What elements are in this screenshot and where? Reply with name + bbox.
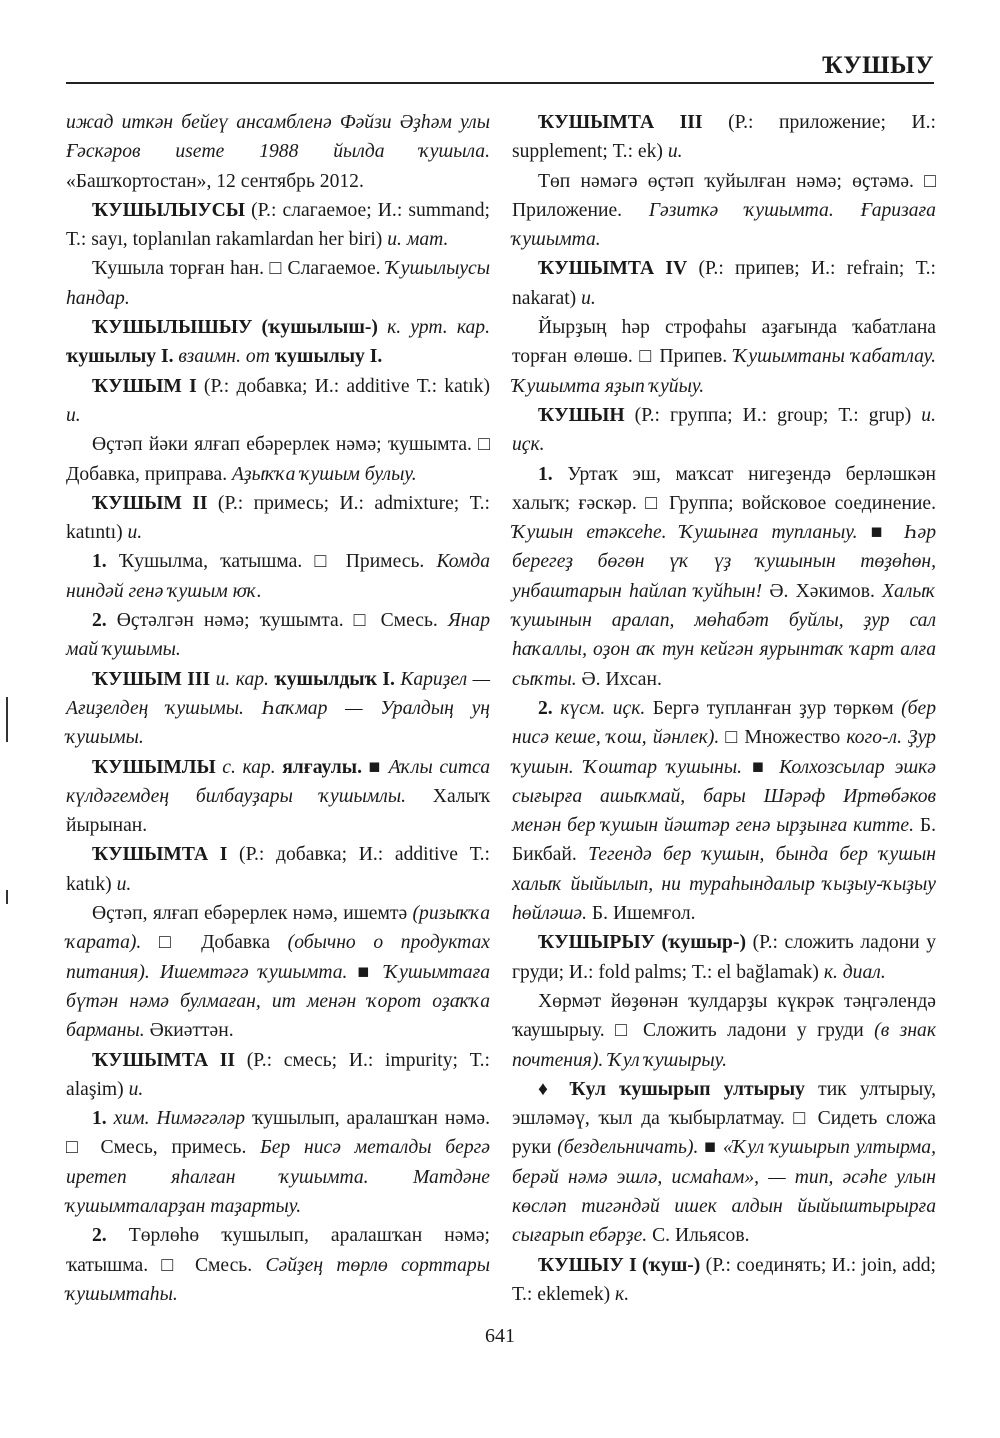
dictionary-entry: [66, 1221, 490, 1309]
entry-text: и. кар.: [210, 668, 275, 690]
entry-text: (бер нисә кеше, ҡош, йәнлек).: [512, 697, 937, 749]
headword: ҠУШЫМ I: [92, 375, 197, 397]
left-column: [66, 108, 490, 1309]
entry-text: Комда ниндәй генә ҡушым юҡ.: [66, 551, 491, 602]
entry-text: күсм. иҫк.: [560, 697, 653, 719]
headword: ҠУШЫН: [538, 404, 625, 426]
headword: ҠУШЫМТА III: [538, 112, 703, 133]
entry-text: 2.: [92, 610, 117, 632]
entry-text: Колхозсылар эшкә сығырға ашыҡмай, бары Шәрәф Иртөбәков менән бер ҡушын йәштәр генә ырҙынға китте.: [512, 756, 937, 837]
entry-text: Уртаҡ эш, маҡсат нигеҙендә берләшкән халыҡ; ғәскәр. □ Группа; войсковое соединение.: [512, 463, 936, 514]
entry-text: (в знак почтения). Ҡул ҡушырыу.: [512, 1020, 936, 1071]
headword: ҠУШЫЛЫШЫУ (ҡушылыш-): [92, 317, 378, 339]
entry-text: 2.: [538, 697, 561, 719]
headword: ҠУШЫМ II: [92, 492, 208, 514]
entry-text: (обычно о продуктах питания). Ишемтәгә ҡушымта.: [66, 932, 490, 983]
entry-text: Ҡушыла торған һан. □ Слагаемое.: [92, 258, 387, 280]
entry-text: и.: [128, 1078, 144, 1100]
entry-text: Ҡушылыусы һандар.: [66, 258, 490, 309]
dictionary-entry: [66, 547, 490, 606]
entry-text: (Р.: припев; И.: refrain; Т.: nakarat): [512, 258, 936, 309]
entry-text: Янар май ҡушымы.: [66, 610, 491, 661]
entry-text: Төп нәмәгә өҫтәп ҡуйылған нәмә; өҫтәмә. □ Приложение.: [512, 170, 936, 221]
entry-text: (Р.: добавка; И.: additive Т.: katık): [66, 844, 490, 895]
entry-text: (Р.: добавка; И.: additive Т.: katık): [196, 375, 490, 397]
entry-text: ҡушылдыҡ I.: [274, 668, 401, 690]
entry-text: ялғаулы.: [282, 756, 369, 778]
entry-text: ■: [704, 1137, 723, 1159]
entry-text: Өҫтәлгән нәмә; ҡушымта. □ Смесь.: [116, 610, 448, 632]
margin-mark: [6, 890, 8, 904]
dictionary-entry: [66, 899, 490, 1045]
headword: ҠУШЫЛЫУСЫ: [92, 199, 245, 221]
entry-text: тик ултырыу, эшләмәү, ҡыл да ҡыбырлатмау. □ Сидеть сложа руки: [512, 1078, 936, 1159]
entry-text: и. иҫк.: [512, 404, 936, 456]
entry-text: взаимн. от: [178, 346, 275, 368]
entry-text: Кариҙел — Ағиҙелдең ҡушымы. Һаҡмар — Уралдың уң ҡушымы.: [66, 668, 490, 749]
entry-text: Ә. Ихсан.: [581, 668, 662, 690]
entry-text: Халыҡ йырынан.: [66, 785, 490, 837]
dictionary-entry: [66, 753, 490, 841]
dictionary-entry: [66, 606, 490, 665]
page-number: 641: [485, 1325, 515, 1347]
entry-text: Төрлөһө ҡушылып, аралашҡан нәмә; ҡатышма. □ Смесь.: [66, 1225, 490, 1276]
entry-text: Хөрмәт йөҙөнән ҡулдарҙы күкрәк тәңгәлендә ҡаушырыу. □ Сложить ладони у груди: [512, 990, 936, 1042]
entry-text: 1.: [92, 551, 119, 573]
dictionary-entry: [512, 167, 936, 255]
entry-text: 2.: [92, 1225, 129, 1247]
running-head: ҠУШЫУ: [822, 52, 934, 79]
entry-text: и.: [667, 141, 683, 163]
entry-text: Өҫтәп йәки ялғап ебәрерлек нәмә; ҡушымта. □ Добавка, приправа.: [66, 434, 490, 485]
entry-text: Әкиәттән.: [149, 1020, 234, 1042]
headword: ҠУШЫМТА IV: [538, 258, 688, 280]
headword: ҠУШЫУ I (ҡуш-): [538, 1254, 701, 1276]
entry-text: □ Добавка: [158, 932, 288, 954]
entry-text: ■: [368, 756, 389, 778]
entry-text: (Р.: сложить ладони у груди; И.: fold palms; Т.: el bağlamak): [512, 932, 936, 983]
entry-text: С. Ильясов.: [652, 1225, 750, 1247]
entry-text: ■: [870, 522, 904, 544]
dictionary-entry: [66, 313, 490, 372]
dictionary-entry: [66, 489, 490, 548]
entry-text: Сәйҙең төрлө сорттары ҡушымтаһы.: [66, 1254, 490, 1305]
dictionary-entry: [512, 1075, 936, 1251]
entry-text: к. диал.: [823, 961, 886, 983]
entry-text: ♦: [538, 1078, 570, 1100]
dictionary-entry: [66, 665, 490, 753]
dictionary-entry: [512, 987, 936, 1075]
dictionary-entry: [66, 196, 490, 255]
entry-text: ижад иткән бейеү ансамбленә Фәйзи Әҙһәм улы Ғәскәров иseme 1988 йылда ҡушыла.: [66, 112, 490, 163]
entry-text: (Р.: соединять; И.: join, add; Т.: eklemek): [512, 1254, 936, 1305]
dictionary-entry: [512, 928, 936, 987]
entry-text: Ҡушымтаға бүтән нәмә булмаған, ит менән ҡорот оҙаҡҡа барманы.: [66, 961, 491, 1042]
entry-text: «Ҡул ҡушырып ултырма, берәй нәмә эшлә, исмаһам», — тип, әсәһе улын көсләп тигәндәй ишек алдын йыйыштырырға сығарып ебәрҙе.: [512, 1137, 936, 1247]
entry-text: ҡушылыу I.: [66, 346, 179, 368]
entry-text: Ҡушымтаны ҡабатлау. Ҡушымта яҙып ҡуйыу.: [512, 346, 937, 397]
entry-text: 1.: [92, 1108, 114, 1130]
margin-mark: [6, 697, 8, 742]
entry-text: ■: [357, 961, 385, 983]
header-rule: [66, 82, 934, 84]
entry-text: «Башҡортостан», 12 сентябрь 2012.: [66, 170, 364, 192]
dictionary-entry: [66, 372, 490, 431]
dictionary-entry: [512, 1251, 936, 1310]
entry-text: (бездельничать).: [557, 1137, 705, 1159]
entry-text: Бергә тупланған ҙур төркөм: [652, 697, 902, 719]
dictionary-entry: [66, 254, 490, 313]
entry-text: Бер нисә металды бергә иретеп яһалған ҡушымта. Матдәне ҡушымталарҙан таҙартыу.: [66, 1137, 490, 1217]
dictionary-entry: [66, 1104, 490, 1221]
entry-text: с. кар.: [215, 756, 283, 778]
dictionary-entry: [512, 694, 936, 928]
headword: ҠУШЫРЫУ (ҡушыр-): [538, 932, 747, 954]
dictionary-entry: [66, 430, 490, 489]
entry-text: Ҡул ҡушырып ултырыу: [569, 1078, 805, 1100]
entry-text: и.: [581, 287, 596, 309]
entry-text: Ҡушылма, ҡатышма. □ Примесь.: [118, 551, 437, 573]
entry-text: Аҡлы ситса күлдәгемдең билбауҙары ҡушымлы.: [66, 756, 490, 807]
headword: ҠУШЫМТА II: [92, 1049, 236, 1071]
headword: ҠУШЫМ III: [92, 668, 211, 690]
dictionary-entry: [66, 840, 490, 899]
entry-text: (Р.: группа; И.: group; Т.: grup): [624, 404, 922, 426]
dictionary-entry: [512, 108, 936, 167]
dictionary-entry: [66, 1046, 490, 1105]
entry-text: Йырҙың һәр строфаһы аҙағында ҡабатлана торған өлөшө. □ Припев.: [512, 317, 936, 368]
right-column: [512, 108, 936, 1309]
dictionary-entry: [512, 460, 936, 694]
entry-text: и. мат.: [387, 229, 449, 251]
entry-text: хим. Нимәгәләр: [113, 1108, 252, 1130]
entry-text: Ҡушын етәксеһе. Ҡушынға тупланыу.: [512, 522, 871, 544]
entry-text: Гәзиткә ҡушымта. Ғаризаға ҡушымта.: [512, 199, 936, 251]
dictionary-entry: [512, 313, 936, 401]
headword: ҠУШЫМЛЫ: [92, 756, 216, 778]
entry-text: (ризыҡҡа ҡарата).: [66, 903, 490, 954]
dictionary-entry: [66, 108, 490, 196]
entry-text: 1.: [538, 463, 568, 485]
entry-text: Аҙыҡҡа ҡушым булыу.: [232, 463, 417, 485]
entry-text: кого-л. Ҙур ҡушын. Ҡоштар ҡушыны.: [512, 727, 936, 778]
entry-text: и.: [127, 522, 143, 544]
entry-text: Ә. Хәкимов.: [769, 580, 883, 602]
entry-text: ҡушылып, аралашҡан нәмә. □ Смесь, примесь.: [66, 1108, 491, 1159]
entry-text: к.: [615, 1283, 630, 1305]
headword: ҠУШЫМТА I: [92, 844, 228, 866]
entry-text: и.: [116, 873, 132, 895]
entry-text: (Р.: смесь; И.: impurity; Т.: alaşim): [66, 1049, 490, 1100]
entry-text: Б. Бикбай.: [512, 815, 936, 866]
entry-text: к. урт. кар.: [377, 317, 490, 339]
entry-text: (Р.: слагаемое; И.: summand; Т.: sayı, toplanılan rakamlardan her biri): [66, 199, 490, 251]
dictionary-entry: [512, 401, 936, 460]
entry-text: Тегендә бер ҡушын, бында бер ҡушын халыҡ йыйылып, ни тураһындалыр ҡыҙыу-ҡыҙыу һөйләшә.: [512, 844, 936, 925]
entry-text: Һәр берегеҙ бөгөн үҡ үҙ ҡушынын төҙөһөн, унбаштарын һайлап ҡуйһын!: [512, 522, 936, 602]
entry-text: ҡушылыу I.: [274, 346, 383, 368]
entry-text: (Р.: примесь; И.: admixture; Т.: katıntı): [66, 492, 491, 544]
entry-text: Халыҡ ҡушынын аралап, мөһабәт буйлы, ҙур сал һаҡаллы, оҙон аҡ тун кейгән яурынтаҡ ҡарт алға сыҡты.: [512, 580, 936, 690]
entry-text: и.: [66, 404, 81, 426]
entry-text: Өҫтәп, ялғап ебәрерлек нәмә, ишемтә: [92, 903, 413, 925]
entry-text: □ Множество: [725, 727, 847, 749]
entry-text: (Р.: приложение; И.: supplement; Т.: ek): [512, 112, 936, 163]
entry-text: ■: [752, 756, 780, 778]
dictionary-entry: [512, 254, 936, 313]
entry-text: Б. Ишемғол.: [591, 903, 696, 925]
